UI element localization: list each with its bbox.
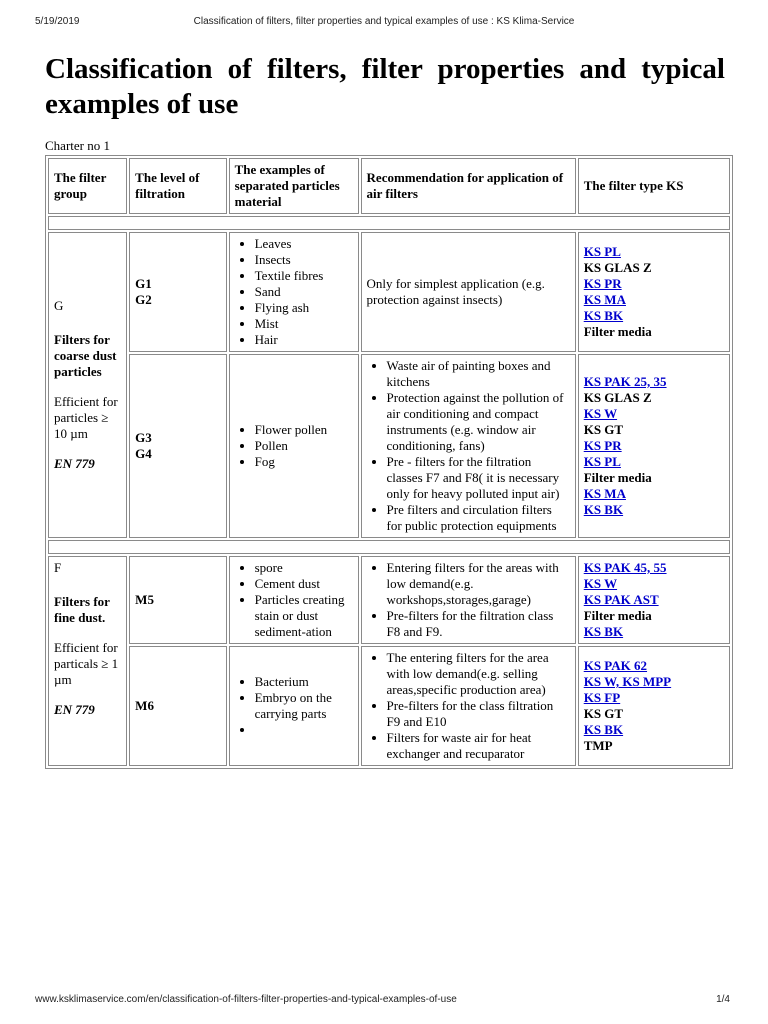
list-item: • Waste air of painting boxes and kitchens bbox=[387, 358, 570, 390]
table-row bbox=[48, 646, 730, 766]
list-item: • Filters for waste air for heat exchanger and recuparator bbox=[387, 730, 570, 762]
filter-type-cell bbox=[578, 232, 730, 352]
header-filter-group: The filter group bbox=[48, 158, 127, 214]
filter-type-link[interactable]: KS BK bbox=[583, 308, 624, 323]
list-item: • Pre-filters for the class filtration F9 and E10 bbox=[387, 698, 570, 730]
filter-type-link[interactable]: KS BK bbox=[583, 624, 624, 639]
list-item: • Leaves bbox=[255, 236, 353, 252]
list-item: • Pre filters and circulation filters for public protection equipments bbox=[387, 502, 570, 534]
group-name: Filters for coarse dust particles bbox=[54, 332, 117, 379]
level-code: G4 bbox=[135, 446, 152, 461]
list-item bbox=[255, 722, 353, 738]
table-row bbox=[48, 232, 730, 352]
filter-type-link[interactable]: KS BK bbox=[583, 502, 624, 517]
filter-type-text: Filter media bbox=[583, 470, 652, 485]
recommendation-cell bbox=[361, 556, 576, 644]
list-item: • Pre - filters for the filtration classes F7 and F8( it is necessary only for heavy polluted input air) bbox=[387, 454, 570, 502]
list-item: • Cement dust bbox=[255, 576, 353, 592]
filter-type-text: Filter media bbox=[583, 608, 652, 623]
group-standard: EN 779 bbox=[54, 702, 95, 717]
filter-type-text: KS GT bbox=[583, 422, 624, 437]
filter-type-link[interactable]: KS PAK 45, 55 bbox=[583, 560, 667, 575]
level-cell bbox=[129, 646, 226, 766]
filter-type-link[interactable]: KS PAK 62 bbox=[583, 658, 648, 673]
filter-type-link[interactable]: KS MA bbox=[583, 292, 626, 307]
filter-type-link[interactable]: KS PAK AST bbox=[583, 592, 659, 607]
list-item: • Protection against the pollution of air conditioning and compact instruments (e.g. window air conditioning, fans) bbox=[387, 390, 570, 454]
filter-type-text: Filter media bbox=[583, 324, 652, 339]
list-item: • Bacterium bbox=[255, 674, 353, 690]
group-code: G bbox=[54, 298, 64, 313]
list-item: • Sand bbox=[255, 284, 353, 300]
recommendation-cell bbox=[361, 354, 576, 538]
filter-type-link[interactable]: KS BK bbox=[583, 722, 624, 737]
level-cell bbox=[129, 354, 226, 538]
filter-type-link[interactable]: KS PR bbox=[583, 276, 622, 291]
list-item: • Fog bbox=[255, 454, 353, 470]
level-code: M5 bbox=[135, 592, 154, 607]
filter-type-text: TMP bbox=[583, 738, 613, 753]
filter-type-link[interactable]: KS W bbox=[583, 406, 618, 421]
filter-type-text: KS GT bbox=[583, 706, 624, 721]
print-date: 5/19/2019 bbox=[35, 16, 80, 27]
filter-type-link[interactable]: KS MA bbox=[583, 486, 626, 501]
group-g-cell bbox=[48, 232, 127, 538]
filter-type-link[interactable]: KS W, KS MPP bbox=[583, 674, 672, 689]
recommendation-list bbox=[367, 358, 570, 534]
level-cell bbox=[129, 556, 226, 644]
filter-classification-table-wrap bbox=[45, 155, 733, 769]
header-recommendation: Recommendation for application of air filters bbox=[361, 158, 576, 214]
list-item: • Insects bbox=[255, 252, 353, 268]
list-item: • Flower pollen bbox=[255, 422, 353, 438]
particles-list bbox=[235, 674, 353, 738]
list-item: • Hair bbox=[255, 332, 353, 348]
particles-cell bbox=[229, 232, 359, 352]
particles-list bbox=[235, 236, 353, 348]
particles-list bbox=[235, 560, 353, 640]
level-code: G2 bbox=[135, 292, 152, 307]
recommendation-cell bbox=[361, 646, 576, 766]
filter-type-link[interactable]: KS FP bbox=[583, 690, 621, 705]
list-item: • Entering filters for the areas with low demand(e.g. workshops,storages,garage) bbox=[387, 560, 570, 608]
table-header-row bbox=[48, 158, 730, 214]
list-item: • Flying ash bbox=[255, 300, 353, 316]
group-standard: EN 779 bbox=[54, 456, 95, 471]
group-f-cell bbox=[48, 556, 127, 766]
header-filtration-level: The level of filtration bbox=[129, 158, 226, 214]
page-number: 1/4 bbox=[716, 994, 730, 1005]
filter-type-link[interactable]: KS W bbox=[583, 576, 618, 591]
print-url: www.ksklimaservice.com/en/classification-of-filters-filter-properties-and-typical-examples-of-use bbox=[35, 994, 457, 1005]
spacer-row bbox=[48, 540, 730, 554]
list-item: • Textile fibres bbox=[255, 268, 353, 284]
header-particle-examples: The examples of separated particles material bbox=[229, 158, 359, 214]
spacer-row bbox=[48, 216, 730, 230]
filter-type-link[interactable]: KS PR bbox=[583, 438, 622, 453]
table-row bbox=[48, 354, 730, 538]
group-code: F bbox=[54, 560, 62, 575]
filter-type-link[interactable]: KS PAK 25, 35 bbox=[583, 374, 667, 389]
list-item: • spore bbox=[255, 560, 353, 576]
particles-cell bbox=[229, 354, 359, 538]
table-caption: Charter no 1 bbox=[45, 138, 110, 153]
group-name: Filters for fine dust. bbox=[54, 594, 110, 625]
filter-type-text: KS GLAS Z bbox=[583, 260, 652, 275]
filter-type-cell bbox=[578, 646, 730, 766]
filter-classification-table bbox=[45, 155, 733, 769]
list-item: • Mist bbox=[255, 316, 353, 332]
level-code: G1 bbox=[135, 276, 152, 291]
group-efficiency: Efficient for particles ≥ 10 µm bbox=[54, 394, 118, 441]
list-item: • Particles creating stain or dust sediment-ation bbox=[255, 592, 353, 640]
filter-type-text: KS GLAS Z bbox=[583, 390, 652, 405]
filter-type-link[interactable]: KS PL bbox=[583, 244, 621, 259]
list-item: • Embryo on the carrying parts bbox=[255, 690, 353, 722]
particles-cell bbox=[229, 556, 359, 644]
level-code: G3 bbox=[135, 430, 152, 445]
print-doc-title: Classification of filters, filter properties and typical examples of use : KS Klima-Service bbox=[193, 16, 575, 27]
list-item: • Pollen bbox=[255, 438, 353, 454]
recommendation-list bbox=[367, 560, 570, 640]
filter-type-link[interactable]: KS PL bbox=[583, 454, 621, 469]
filter-type-cell bbox=[578, 354, 730, 538]
particles-list bbox=[235, 422, 353, 470]
list-item: • The entering filters for the area with low demand(e.g. selling areas,specific production area) bbox=[387, 650, 570, 698]
level-code: M6 bbox=[135, 698, 154, 713]
group-efficiency: Efficient for particals ≥ 1 µm bbox=[54, 640, 119, 687]
level-cell bbox=[129, 232, 226, 352]
filter-type-cell bbox=[578, 556, 730, 644]
page-title: Classification of filters, filter properties and typical examples of use bbox=[45, 53, 725, 120]
table-row bbox=[48, 556, 730, 644]
recommendation-cell: Only for simplest application (e.g. protection against insects) bbox=[361, 232, 576, 352]
recommendation-list bbox=[367, 650, 570, 762]
header-filter-type: The filter type KS bbox=[578, 158, 730, 214]
list-item: • Pre-filters for the filtration class F8 and F9. bbox=[387, 608, 570, 640]
particles-cell bbox=[229, 646, 359, 766]
